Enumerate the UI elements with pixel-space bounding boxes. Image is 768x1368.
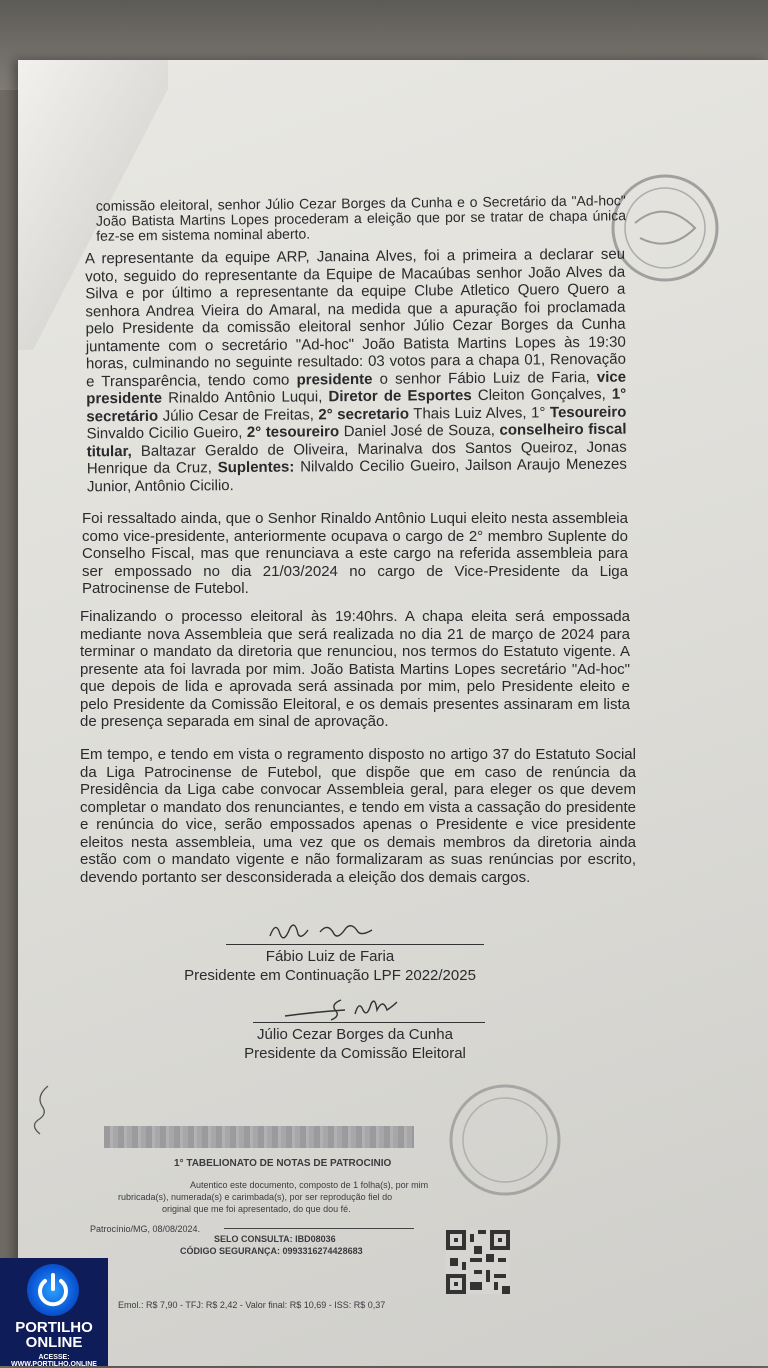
- margin-rubric: [30, 1082, 56, 1138]
- text-segment: A representante da equipe ARP, Janaina Alves, foi a primeira a declarar seu voto, seguido do representante da Equipe de Macaúbas senhor João Alves da Silva e por último a representante da equipe Clube Atletico Quero Quero a senhora Andrea Vieira do Amaral, na medida que a apuração foi proclamada pelo Presidente da comissão eleitoral senhor Júlio Cezar Borges da Cunha juntamente com o secretário "Ad-hoc" João Batista Martins Lopes às 19:30 horas, culminando no seguinte resultado: 03 votos para a chapa 01, Renovação e Transparência, tendo como: [84, 245, 626, 390]
- text-segment: Daniel José de Souza,: [343, 421, 495, 441]
- signature-line: [253, 1022, 485, 1023]
- power-icon: [27, 1264, 79, 1316]
- role-diretor-esportes: Diretor de Esportes: [328, 386, 472, 406]
- stamp-text-line: Autentico este documento, composto de 1 folha(s), por mim: [190, 1180, 429, 1190]
- logo-text: [0, 1320, 108, 1350]
- role-conselheiro-fiscal: conselheiro fiscal titular,: [86, 420, 627, 460]
- role-vice-presidente: vice presidente: [86, 368, 627, 408]
- logo-name-line2: ONLINE: [25, 1334, 83, 1351]
- stamp-place-date: Patrocínio/MG, 08/08/2024.: [90, 1224, 201, 1234]
- text-segment: Baltazar Geraldo de Oliveira, Marinalva dos Santos Queiroz, Jonas Henrique da Cruz,: [86, 438, 627, 478]
- stamp-security-code: CÓDIGO SEGURANÇA: 0993316274428683: [180, 1246, 363, 1256]
- signature-scribble-1: [230, 918, 430, 944]
- qr-code-icon: [446, 1230, 510, 1294]
- role-1-tesoureiro: Tesoureiro: [549, 403, 627, 421]
- text-segment: Nilvaldo Cecilio Gueiro, Jailson Araujo Menezes Junior, Antônio Cicilio.: [86, 455, 627, 495]
- signer-role: Presidente em Continuação LPF 2022/2025: [184, 967, 476, 984]
- signature-block-president: [160, 918, 500, 985]
- text-segment: Cleiton Gonçalves,: [477, 385, 606, 404]
- paragraph-closing: Finalizando o processo eleitoral às 19:40hrs. A chapa eleita será empossada mediante nova Assembleia que será realizada no dia 21 de março de 2024 para terminar o mandato da diretoria que renunciou, nos termos do Estatuto vigente. A presente ata foi lavrada por mim. João Batista Martins Lopes secretário "Ad-hoc" que depois de lida e aprovada será assinada por mim, pelo Presidente eleito e pelo Presidente da Comissão Eleitoral, e os demais presentes assinaram em lista de presença separada em sinal de aprovação.: [80, 608, 630, 730]
- portilho-online-logo: [0, 1258, 108, 1366]
- stamp-fees: Emol.: R$ 7,90 - TFJ: R$ 2,42 - Valor final: R$ 10,69 - ISS: R$ 0,37: [118, 1300, 386, 1310]
- signature-block-commission: [205, 992, 505, 1063]
- signer-role: Presidente da Comissão Eleitoral: [244, 1045, 466, 1062]
- signer-name: Júlio Cezar Borges da Cunha: [257, 1026, 453, 1043]
- text-segment: Júlio Cesar de Freitas,: [162, 405, 314, 425]
- paragraph-election-intro: comissão eleitoral, senhor Júlio Cezar Borges da Cunha e o Secretário da "Ad-hoc" João Batista Martins Lopes procederam a eleição que por se tratar de chapa única fez-se em sistema nominal aberto.: [95, 192, 627, 244]
- stamp-text-line: rubricada(s), numerada(s) e carimbada(s), por ser reprodução fiel do: [118, 1192, 393, 1202]
- text-segment: Sinvaldo Cicilio Gueiro,: [86, 423, 243, 443]
- signature-scribble-2: [245, 992, 465, 1022]
- role-presidente: presidente: [296, 370, 373, 389]
- stamp-header-bar: [104, 1126, 414, 1148]
- paragraph-voting-result: [85, 246, 627, 496]
- signature-line: [226, 944, 484, 945]
- stamp-title: 1° TABELIONATO DE NOTAS DE PATROCINIO: [174, 1158, 392, 1169]
- stamp-signature-line: [224, 1228, 414, 1229]
- logo-name-line1: PORTILHO: [15, 1319, 93, 1336]
- text-segment: Thais Luiz Alves, 1°: [413, 403, 546, 423]
- role-suplentes: Suplentes:: [217, 458, 295, 477]
- text-segment: o senhor Fábio Luiz de Faria,: [379, 368, 590, 388]
- stamp-selo: SELO CONSULTA: IBD08036: [214, 1234, 336, 1244]
- text-segment: Rinaldo Antônio Luqui,: [168, 388, 323, 407]
- role-2-tesoureiro: 2° tesoureiro: [246, 423, 340, 441]
- role-1-secretario: 1° secretário: [86, 385, 627, 425]
- signer-name: Fábio Luiz de Faria: [265, 948, 395, 965]
- notary-authentication-stamp: [90, 1126, 584, 1356]
- role-2-secretario: 2° secretario: [318, 405, 410, 423]
- logo-website: ACESSE: WWW.PORTILHO.ONLINE: [11, 1354, 97, 1368]
- stamp-text-line: original que me foi apresentado, do que dou fé.: [162, 1204, 351, 1214]
- paragraph-addendum: Em tempo, e tendo em vista o regramento disposto no artigo 37 do Estatuto Social da Liga Patrocinense de Futebol, que dispõe que em caso de renúncia da Presidência da Liga cabe convocar Assembleia geral, para eleger os que devem completar o mandato dos renunciantes, e tendo em vista a cassação do presidente e renúncia do vice, serão empossados apenas o Presidente e vice presidente eleitos nesta assembleia, uma vez que os demais membros da diretoria ainda estão com o mandato vigente e não formalizaram as suas renúncias por escrito, devendo portanto ser desconsiderada a eleição dos demais cargos.: [80, 746, 636, 886]
- paragraph-vice-note: Foi ressaltado ainda, que o Senhor Rinaldo Antônio Luqui eleito nesta assembleia como vice-presidente, anteriormente ocupava o cargo de 2° membro Suplente do Conselho Fiscal, mas que renunciava a este cargo na referida assembleia para ser empossado no dia 21/03/2024 no cargo de Vice-Presidente da Liga Patrocinense de Futebol.: [82, 510, 628, 597]
